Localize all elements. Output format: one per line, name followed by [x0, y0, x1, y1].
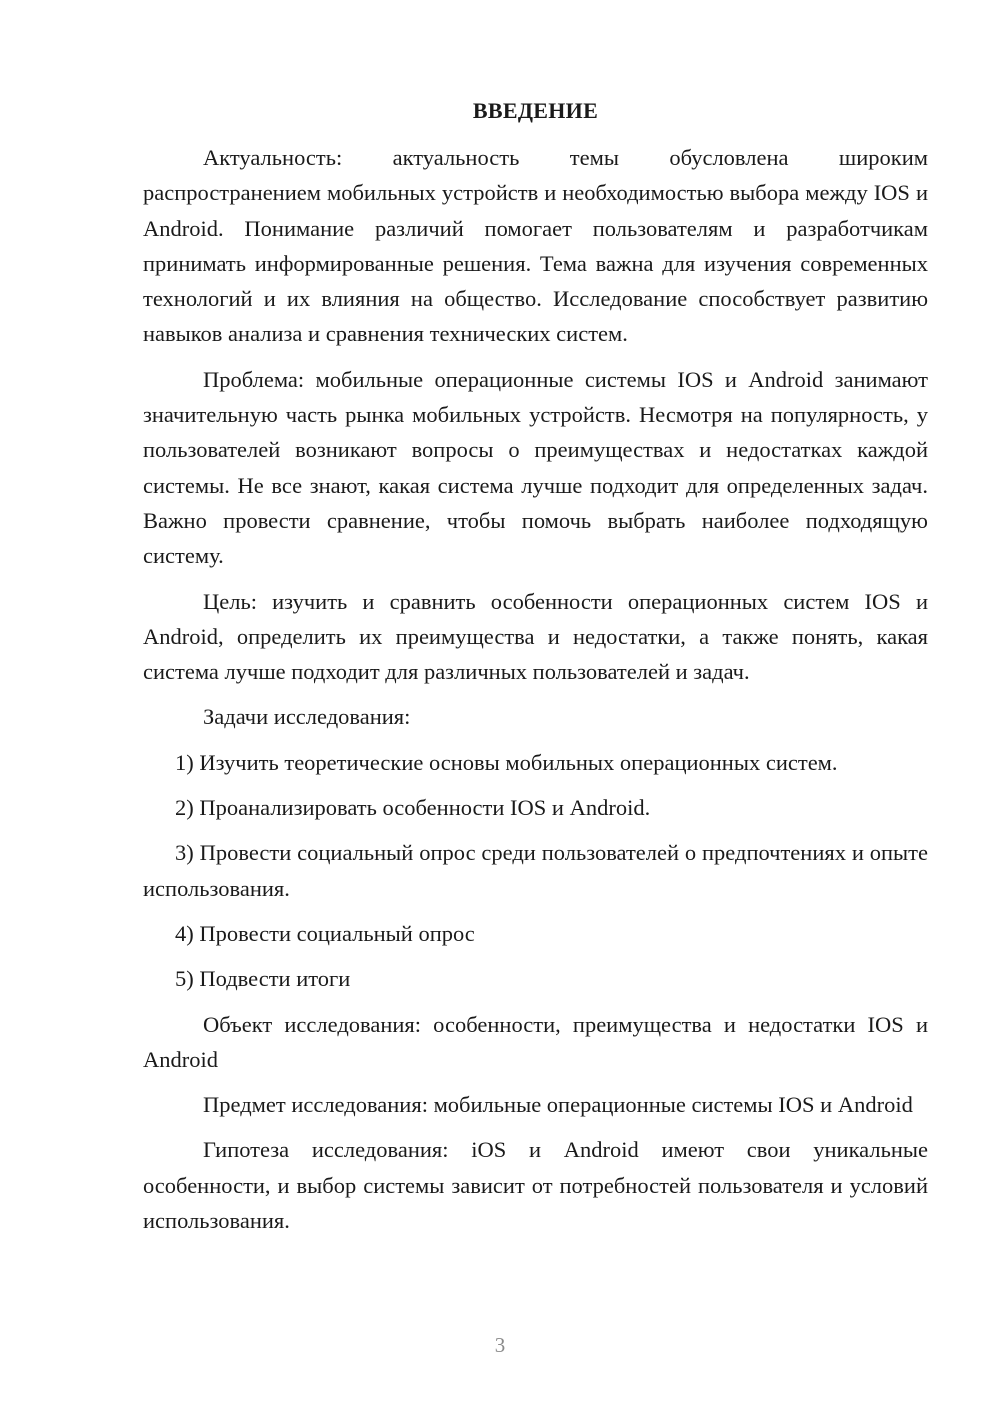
page-number: 3: [494, 1333, 506, 1357]
task-item: 1) Изучить теоретические основы мобильных операционных систем.: [175, 749, 838, 775]
paragraph-subject: Предмет исследования: мобильные операционные системы IOS и Android: [203, 1092, 913, 1118]
paragraph-hypothesis: Гипотеза исследования: iOS и Android имеют свои уникальные особенности, и выбор системы зависит от потребностей пользователя и условий использования.: [143, 1137, 928, 1234]
task-item: 2) Проанализировать особенности IOS и Android.: [175, 795, 651, 821]
document-page: [143, 94, 928, 1248]
task-item: 4) Провести социальный опрос: [175, 920, 475, 946]
task-item: 5) Подвести итоги: [175, 966, 351, 992]
task-item: 3) Провести социальный опрос среди пользователей о предпочтениях и опыте использования.: [143, 840, 928, 901]
paragraph-relevance: Актуальность: актуальность темы обусловлена широким распространением мобильных устройств и необходимостью выбора между IOS и Android. Понимание различий помогает пользователям и разработчикам принимать информированные решения. Тема важна для изучения современных технологий и их влияния на общество. Исследование способствует развитию навыков анализа и сравнения технических систем.: [143, 145, 928, 347]
paragraph-object: Объект исследования: особенности, преимущества и недостатки IOS и Android: [143, 1011, 928, 1072]
paragraph-goal: Цель: изучить и сравнить особенности операционных систем IOS и Android, определить их преимущества и недостатки, а также понять, какая система лучше подходит для различных пользователей и задач.: [143, 588, 928, 685]
paragraph-problem: Проблема: мобильные операционные системы IOS и Android занимают значительную часть рынка мобильных устройств. Несмотря на популярность, у пользователей возникают вопросы о преимуществах и недостатках каждой системы. Не все знают, какая система лучше подходит для определенных задач. Важно провести сравнение, чтобы помочь выбрать наиболее подходящую систему.: [143, 366, 928, 569]
page-title: ВВЕДЕНИЕ: [472, 98, 599, 123]
tasks-heading: Задачи исследования:: [203, 704, 411, 730]
